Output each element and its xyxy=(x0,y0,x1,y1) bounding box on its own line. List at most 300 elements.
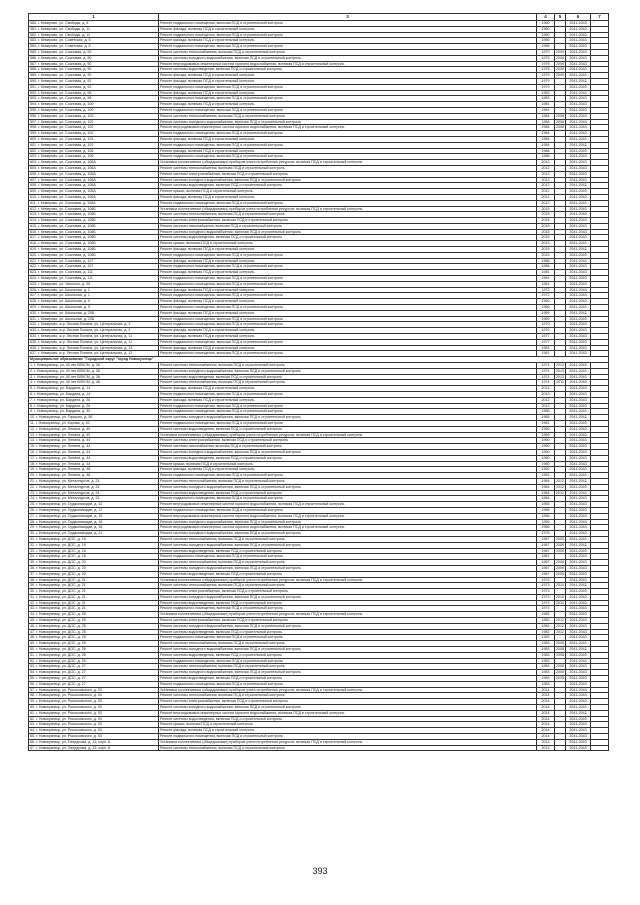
planned-period: 2041-2043 xyxy=(566,293,591,299)
row-number: 54 xyxy=(30,670,34,675)
address: г. Новокузнецк, ул. ДОС, д. 26 xyxy=(36,641,86,646)
address-cell: 622. г. Кемерово, ул. Сосновая, д. 107 xyxy=(29,264,159,270)
address-cell: 583. г. Кемерово, ул. Советская, д. 5 xyxy=(29,38,159,44)
year-built: 2015 xyxy=(537,212,555,218)
address: г. Кемерово, ул. Сосновая, д. 90 xyxy=(38,55,92,60)
address-cell: 612. г. Кемерово, ул. Сосновая, д. 106Б xyxy=(29,206,159,212)
address-cell: 621. г. Кемерово, ул. Сосновая, д. 107 xyxy=(29,258,159,264)
work-type: Ремонт системы теплоснабжения, включая ПСД и строительный контроль xyxy=(159,165,537,171)
planned-period: 2041-2043 xyxy=(566,461,591,467)
address: г. Кемерово, ул. Советская, д. 5 xyxy=(38,44,91,49)
row-number: 593 xyxy=(30,96,36,101)
planned-period: 2041-2043 xyxy=(566,664,591,670)
planned-period: 2041-2043 xyxy=(566,49,591,55)
planned-period: 2041-2043 xyxy=(566,502,591,508)
address-cell: 632. г. Кемерово, ж.р. Лесная Поляна, ул. Центральная, д. 3 xyxy=(29,322,159,328)
planned-period: 2041-2043 xyxy=(566,525,591,531)
year-built: 1979 xyxy=(537,73,555,79)
address-cell: 606. г. Кемерово, ул. Сосновая, д. 106А xyxy=(29,171,159,177)
address-cell: 605. г. Кемерово, ул. Сосновая, д. 106А xyxy=(29,165,159,171)
work-type: Ремонт подвального помещения, включая ПСД и строительный контроль xyxy=(159,392,537,398)
work-type: Ремонт системы теплоснабжения, включая ПСД и строительный контроль xyxy=(159,583,537,589)
row-number: 588 xyxy=(30,67,36,72)
year-built: 1960 xyxy=(537,455,555,461)
address: г. Новокузнецк, ул. Рокоссовского, д. 53 xyxy=(36,705,102,710)
work-type: Ремонт системы холодного водоснабжения, включая ПСД и строительный контроль xyxy=(159,119,537,125)
year-built: 1983 xyxy=(537,90,555,96)
last-repair-year: 2005 xyxy=(556,652,564,657)
year-built: 1967 xyxy=(537,571,555,577)
row-number: 606 xyxy=(30,171,36,176)
work-type: Ремонт фасада, включая ПСД и строительный контроль xyxy=(159,148,537,154)
year-built: 1969 xyxy=(537,305,555,311)
row-number: 55 xyxy=(30,676,34,681)
row-number: 8 xyxy=(30,403,32,408)
address: г. Кемерово, ж.р. Лесная Поляна, ул. Центральная, д. 13 xyxy=(38,345,133,350)
year-built: 1969 xyxy=(537,316,555,322)
planned-period: 2041-2043 xyxy=(566,316,591,322)
work-type: Ремонт системы водоотведения, включая ПСД и строительный контроль xyxy=(159,67,537,73)
address: г. Новокузнецк, ул. Ленина, д. 44 xyxy=(36,461,91,466)
year-built: 1981 xyxy=(537,276,555,282)
work-type: Ремонт подвального помещения, включая ПСД и строительный контроль xyxy=(159,142,537,148)
planned-period: 2041-2043 xyxy=(566,102,591,108)
row-number: 7 xyxy=(30,397,32,402)
address-cell: 635. г. Кемерово, ж.р. Лесная Поляна, ул. Центральная, д. 11 xyxy=(29,339,159,345)
year-built: 1972 xyxy=(537,293,555,299)
year-built: 2013 xyxy=(537,386,555,392)
address-cell: 624. г. Кемерово, ул. Сосновая, д. 111 xyxy=(29,276,159,282)
row-number: 14 xyxy=(30,438,34,443)
year-built: 1964 xyxy=(537,496,555,502)
work-type: Ремонт фасада, включая ПСД и строительный контроль xyxy=(159,194,537,200)
work-type: Ремонт фасада, включая ПСД и строительный контроль xyxy=(159,26,537,32)
planned-period: 2041-2043 xyxy=(566,438,591,444)
planned-period: 2041-2043 xyxy=(566,606,591,612)
work-type: Ремонт системы холодного водоснабжения, включая ПСД и строительный контроль xyxy=(159,705,537,711)
address-cell: 40. г. Новокузнецк, ул. ДОС, д. 21 xyxy=(29,589,159,595)
planned-period: 2041-2043 xyxy=(566,61,591,67)
year-built: 1967 xyxy=(537,565,555,571)
address-cell: 51. г. Новокузнецк, ул. ДОС, д. 26 xyxy=(29,652,159,658)
address: г. Новокузнецк, ул. ДОС, д. 27 xyxy=(36,670,86,675)
address: г. Кемерово, ул. Сосновая, д. 106А xyxy=(37,200,96,205)
row-number: 46 xyxy=(30,623,34,628)
address: г. Новокузнецк, ул. ДОС, д. 20 xyxy=(36,571,86,576)
address-cell: 5. г. Новокузнецк, ул. Бардина, д. 14 xyxy=(29,386,159,392)
planned-period: 2041-2043 xyxy=(566,647,591,653)
year-built: 1960 xyxy=(537,32,555,38)
address-cell: 63. г. Новокузнецк, ул. Рокоссовского, д. 53 xyxy=(29,722,159,728)
address: г. Кемерово, ул. Сосновая, д. 111 xyxy=(38,270,93,275)
address: г. Кемерово, ул. Сосновая, д. 106 xyxy=(38,154,94,159)
address: г. Новокузнецк, ул. Ленина, д. 48 xyxy=(36,473,91,478)
row-number: 599 xyxy=(30,131,36,136)
planned-period: 2041-2043 xyxy=(566,658,591,664)
address: г. Кемерово, ул. Сосновая, д. 106А xyxy=(38,189,96,194)
year-built: 1986 xyxy=(537,258,555,264)
year-built: 1973 xyxy=(537,606,555,612)
last-repair-year: 2009 xyxy=(556,565,564,570)
work-type: Ремонт системы водоотведения, включая ПСД и строительный контроль xyxy=(159,490,537,496)
year-built: 1976 xyxy=(537,531,555,537)
address: г. Новокузнецк, ул. Рокоссовского, д. 53 xyxy=(36,699,102,704)
address-cell: 2. г. Новокузнецк, ул. 40 лет ВЛКСМ, д. 36 xyxy=(29,368,159,374)
row-number: 601 xyxy=(30,142,36,147)
row-number: 631 xyxy=(30,316,36,321)
last-repair-year: 2005 xyxy=(556,647,564,652)
table-row xyxy=(29,745,609,751)
address: г. Кемерово, ул. Сосновая, д. 106А xyxy=(38,160,96,165)
work-type: Ремонт системы электроснабжения, включая ПСД и строительный контроль xyxy=(159,218,537,224)
last-repair-year: 2012 xyxy=(556,490,564,495)
work-type: Ремонт системы водоотведения, включая ПСД и строительный контроль xyxy=(159,183,537,189)
planned-period: 2041-2043 xyxy=(566,484,591,490)
work-type: Ремонт фасада, включая ПСД и строительный контроль xyxy=(159,299,537,305)
row-number: 40 xyxy=(30,589,34,594)
planned-period: 2041-2043 xyxy=(566,652,591,658)
work-type: Установка коллективных (общедомовых) приборов учета потребления ресурсов, включая ПСД и строительный контроль xyxy=(159,432,537,438)
address: г. Новокузнецк, ул. ДОС, д. 21 xyxy=(36,589,86,594)
work-type: Ремонт подвального помещения, включая ПСД и строительный контроль xyxy=(159,264,537,270)
work-type: Ремонт системы теплоснабжения, включая ПСД и строительный контроль xyxy=(159,212,537,218)
address-cell: 629. г. Кемерово, ул. Школьная, д. 5 xyxy=(29,305,159,311)
address-cell: 599. г. Кемерово, ул. Сосновая, д. 102 xyxy=(29,131,159,137)
last-repair-year: 2009 xyxy=(556,536,564,541)
address-cell: 45. г. Новокузнецк, ул. ДОС, д. 25 xyxy=(29,618,159,624)
address-cell: 18. г. Новокузнецк, ул. Ленина, д. 44 xyxy=(29,461,159,467)
work-type: Ремонт подвального помещения, включая ПСД и строительный контроль xyxy=(159,316,537,322)
planned-period: 2041-2043 xyxy=(566,392,591,398)
work-type: Ремонт системы теплоснабжения, включая ПСД и строительный контроль xyxy=(159,536,537,542)
year-built: 1983 xyxy=(537,676,555,682)
row-number: 20 xyxy=(30,473,34,478)
work-type: Ремонт внутридомовых инженерных систем горячего водоснабжения, включая ПСД и строительный контроль xyxy=(159,513,537,519)
address: г. Новокузнецк, ул. Ленина, д. 48 xyxy=(36,467,91,472)
last-repair-year: 2009 xyxy=(556,542,564,547)
year-built: 1982 xyxy=(537,623,555,629)
address: г. Новокузнецк, ул. ДОС, д. 25 xyxy=(36,629,86,634)
address-cell: 592. г. Кемерово, ул. Сосновая, д. 98 xyxy=(29,90,159,96)
year-built: 2015 xyxy=(537,252,555,258)
row-number: 637 xyxy=(30,351,36,356)
work-type: Ремонт подвального помещения, включая ПСД и строительный контроль xyxy=(159,606,537,612)
address: г. Новокузнецк, ул. Рокоссовского, д. 53 xyxy=(36,728,102,733)
year-built: 2015 xyxy=(537,206,555,212)
row-number: 613 xyxy=(30,212,36,217)
address-cell: 20. г. Новокузнецк, ул. Ленина, д. 48 xyxy=(29,473,159,479)
note-cell xyxy=(591,745,609,751)
row-number: 64 xyxy=(30,728,34,733)
work-type: Ремонт подвального помещения, включая ПСД и строительный контроль xyxy=(159,681,537,687)
row-number: 628 xyxy=(30,299,36,304)
year-built: 1981 xyxy=(537,107,555,113)
last-repair-year: 2009 xyxy=(556,61,564,66)
last-repair-year: 2012 xyxy=(556,478,564,483)
last-repair-year: 2009 xyxy=(556,560,564,565)
planned-period: 2041-2043 xyxy=(566,218,591,224)
work-type: Ремонт системы водоотведения, включая ПСД и строительный контроль xyxy=(159,548,537,554)
address: г. Кемерово, ул. Сосновая, д. 100 xyxy=(38,107,94,112)
planned-period: 2041-2043 xyxy=(566,473,591,479)
work-type: Ремонт внутридомовых инженерных систем горячего водоснабжения, включая ПСД и строительный контроль xyxy=(159,502,537,508)
address: г. Новокузнецк, ул. ДОС, д. 25 xyxy=(36,612,86,617)
address-cell: 628. г. Кемерово, ул. Школьная, д. 5 xyxy=(29,299,159,305)
address-cell: 596. г. Кемерово, ул. Сосновая, д. 102 xyxy=(29,113,159,119)
address: г. Кемерово, ул. Сосновая, д. 106Б xyxy=(38,218,96,223)
planned-period: 2041-2043 xyxy=(566,339,591,345)
planned-period: 2041-2043 xyxy=(566,397,591,403)
planned-period: 2041-2043 xyxy=(566,432,591,438)
row-number: 66 xyxy=(30,739,34,744)
work-type: Ремонт фасада, включая ПСД и строительный контроль xyxy=(159,397,537,403)
row-number: 605 xyxy=(30,165,36,170)
work-type: Ремонт фасада, включая ПСД и строительный контроль xyxy=(159,258,537,264)
work-type: Ремонт системы теплоснабжения, включая ПСД и строительный контроль xyxy=(159,560,537,566)
row-number: 603 xyxy=(30,154,36,159)
work-type: Ремонт фасада, включая ПСД и строительный контроль xyxy=(159,73,537,79)
program-table xyxy=(28,13,609,751)
last-repair-year: 2010 xyxy=(556,600,564,605)
address-cell: 23. г. Новокузнецк, ул. Металлургов, д. 24 xyxy=(29,490,159,496)
row-number: 589 xyxy=(30,73,36,78)
address-cell: 47. г. Новокузнецк, ул. ДОС, д. 25 xyxy=(29,629,159,635)
row-number: 587 xyxy=(30,61,36,66)
work-type: Ремонт подвального помещения, включая ПСД и строительный контроль xyxy=(159,200,537,206)
work-type: Ремонт системы электроснабжения, включая ПСД и строительный контроль xyxy=(159,171,537,177)
planned-period: 2041-2043 xyxy=(566,125,591,131)
address: г. Новокузнецк, ул. Горького, д. 56 xyxy=(36,415,93,420)
row-number: 27 xyxy=(30,513,34,518)
year-built: 2015 xyxy=(537,223,555,229)
planned-period: 2041-2043 xyxy=(566,305,591,311)
address-cell: 25. г. Новокузнецк, ул. Орджоникидзе, д. 12 xyxy=(29,502,159,508)
address: г. Кемерово, ж.р. Лесная Поляна, ул. Центральная, д. 11 xyxy=(38,334,133,339)
planned-period: 2041-2043 xyxy=(566,73,591,79)
planned-period: 2041-2043 xyxy=(566,583,591,589)
address: г. Кемерово, ул. Сосновая, д. 106Б xyxy=(38,235,96,240)
address-cell: 627. г. Кемерово, ул. Школьная, д. 1 xyxy=(29,293,159,299)
year-built: 1961 xyxy=(537,281,555,287)
year-built: 2012 xyxy=(537,171,555,177)
row-number: 58 xyxy=(30,693,34,698)
work-type: Ремонт внутридомовых инженерных систем горячего водоснабжения, включая ПСД и строительный контроль xyxy=(159,710,537,716)
address: г. Кемерово, ул. Сосновая, д. 103 xyxy=(38,136,94,141)
last-repair-year: 2013 xyxy=(556,368,564,373)
address-cell: 604. г. Кемерово, ул. Сосновая, д. 106А xyxy=(29,160,159,166)
row-number: 608 xyxy=(30,183,36,188)
address: г. Кемерово, ул. Сосновая, д. 98 xyxy=(38,96,92,101)
address: г. Новокузнецк, ул. Бардина, д. 30 xyxy=(34,409,91,414)
year-built: 1961 xyxy=(537,420,555,426)
work-type: Ремонт системы водоотведения, включая ПСД и строительный контроль xyxy=(159,716,537,722)
address: г. Новокузнецк, ул. Ленина, д. 40 xyxy=(36,426,91,431)
planned-period: 2041-2043 xyxy=(566,409,591,415)
row-number: 65 xyxy=(30,734,34,739)
work-type: Установка коллективных (общедомовых) приборов учета потребления ресурсов, включая ПСД и строительный контроль xyxy=(159,206,537,212)
row-number: 3 xyxy=(30,374,32,379)
year-built: 1973 xyxy=(537,589,555,595)
address-cell: 614. г. Кемерово, ул. Сосновая, д. 106Б xyxy=(29,218,159,224)
address: г. Кемерово, ул. Сосновая, д. 98 xyxy=(38,90,92,95)
year-built: 1965 xyxy=(537,415,555,421)
work-type: Ремонт системы водоотведения, включая ПСД и строительный контроль xyxy=(159,455,537,461)
planned-period: 2041-2043 xyxy=(566,444,591,450)
year-built: 1960 xyxy=(537,449,555,455)
row-number: 586 xyxy=(30,55,36,60)
address: г. Новокузнецк, ул. Ленина, д. 44 xyxy=(36,449,91,454)
year-built: 1960 xyxy=(537,444,555,450)
planned-period: 2041-2043 xyxy=(566,542,591,548)
address-cell: 61. г. Новокузнецк, ул. Рокоссовского, д. 53 xyxy=(29,710,159,716)
work-type: Ремонт подвального помещения, включая ПСД и строительный контроль xyxy=(159,339,537,345)
last-repair-year: 2012 xyxy=(556,618,564,623)
address-cell: 17. г. Новокузнецк, ул. Ленина, д. 44 xyxy=(29,455,159,461)
work-type: Ремонт системы холодного водоснабжения, включая ПСД и строительный контроль xyxy=(159,531,537,537)
planned-period: 2041-2043 xyxy=(566,722,591,728)
work-type: Ремонт системы холодного водоснабжения, включая ПСД и строительный контроль xyxy=(159,368,537,374)
year-built: 2014 xyxy=(537,687,555,693)
work-type: Установка коллективных (общедомовых) приборов учета потребления ресурсов, включая ПСД и строительный контроль xyxy=(159,577,537,583)
planned-period: 2041-2043 xyxy=(566,496,591,502)
year-built: 1984 xyxy=(537,125,555,131)
last-repair-year: 2009 xyxy=(556,67,564,72)
planned-period: 2041-2043 xyxy=(566,142,591,148)
address-cell: 41. г. Новокузнецк, ул. ДОС, д. 21 xyxy=(29,594,159,600)
planned-period: 2041-2043 xyxy=(566,281,591,287)
address: г. Новокузнецк, ул. Орджоникидзе, д. 16 xyxy=(36,519,103,524)
row-number: 594 xyxy=(30,102,36,107)
year-built: 1982 xyxy=(537,635,555,641)
address-cell: 589. г. Кемерово, ул. Сосновая, д. 90 xyxy=(29,73,159,79)
address-cell: 636. г. Кемерово, ж.р. Лесная Поляна, ул. Центральная, д. 13 xyxy=(29,345,159,351)
planned-period: 2041-2043 xyxy=(566,44,591,50)
row-number: 67 xyxy=(30,745,34,750)
address: г. Новокузнецк, ул. ДОС, д. 16 xyxy=(36,536,86,541)
work-type: Ремонт системы теплоснабжения, включая ПСД и строительный контроль xyxy=(159,641,537,647)
row-number: 620 xyxy=(30,252,36,257)
address-cell: 11. г. Новокузнецк, ул. Кирова, д. 62 xyxy=(29,420,159,426)
year-built: 1974 xyxy=(537,368,555,374)
address-cell: 34. г. Новокузнецк, ул. ДОС, д. 16 xyxy=(29,554,159,560)
work-type: Установка коллективных (общедомовых) приборов учета потребления ресурсов, включая ПСД и строительный контроль xyxy=(159,612,537,618)
work-type: Ремонт фасада, включая ПСД и строительный контроль xyxy=(159,310,537,316)
address-cell: 585. г. Кемерово, ул. Сосновая, д. 90 xyxy=(29,49,159,55)
planned-period: 2041-2043 xyxy=(566,635,591,641)
address-cell: 31. г. Новокузнецк, ул. ДОС, д. 16 xyxy=(29,536,159,542)
year-built: 1983 xyxy=(537,641,555,647)
address-cell: 28. г. Новокузнецк, ул. Орджоникидзе, д. 16 xyxy=(29,519,159,525)
address: г. Кемерово, ул. Свободы, д. 11 xyxy=(38,32,91,37)
row-number: 16 xyxy=(30,449,34,454)
year-built: 1964 xyxy=(537,478,555,484)
address: г. Новокузнецк, ул. 40 лет ВЛКСМ, д. 36 xyxy=(34,368,100,373)
year-built: 1960 xyxy=(537,438,555,444)
planned-period: 2041-2043 xyxy=(566,107,591,113)
work-type: Ремонт фасада, включая ПСД и строительный контроль xyxy=(159,467,537,473)
planned-period: 2041-2043 xyxy=(566,276,591,282)
address: г. Новокузнецк, ул. ДОС, д. 21 xyxy=(36,577,86,582)
address-cell: 27. г. Новокузнецк, ул. Орджоникидзе, д. 16 xyxy=(29,513,159,519)
row-number: 596 xyxy=(30,113,36,118)
work-type: Ремонт фасада, включая ПСД и строительный контроль xyxy=(159,386,537,392)
address: г. Кемерово, ул. Сосновая, д. 106А xyxy=(38,171,96,176)
row-number: 630 xyxy=(30,310,36,315)
address-cell: 54. г. Новокузнецк, ул. ДОС, д. 27 xyxy=(29,670,159,676)
year-built: 1979 xyxy=(537,67,555,73)
year-built: 1977 xyxy=(537,334,555,340)
address: г. Новокузнецк, ул. Ленина, д. 40 xyxy=(36,432,91,437)
year-built: 1979 xyxy=(537,55,555,61)
work-type: Ремонт системы холодного водоснабжения, включая ПСД и строительный контроль xyxy=(159,670,537,676)
row-number: 600 xyxy=(30,136,36,141)
last-repair-year: 2009 xyxy=(556,49,564,54)
address: г. Новокузнецк, ул. ДОС, д. 27 xyxy=(36,664,86,669)
address-cell: 588. г. Кемерово, ул. Сосновая, д. 90 xyxy=(29,67,159,73)
address-cell: 634. г. Кемерово, ж.р. Лесная Поляна, ул. Центральная, д. 11 xyxy=(29,334,159,340)
year-built: 1983 xyxy=(537,96,555,102)
planned-period: 2041-2043 xyxy=(566,363,591,369)
last-repair-year: 2009 xyxy=(556,548,564,553)
address: г. Кемерово, ул. Сосновая, д. 92 xyxy=(38,78,92,83)
planned-period: 2041-2043 xyxy=(566,21,591,27)
address-cell: 19. г. Новокузнецк, ул. Ленина, д. 48 xyxy=(29,467,159,473)
last-repair-year: 2012 xyxy=(556,623,564,628)
planned-period: 2041-2043 xyxy=(566,513,591,519)
address: г. Кемерово, ул. Сосновая, д. 106Б xyxy=(38,206,96,211)
year-built: 1983 xyxy=(537,681,555,687)
row-number: 25 xyxy=(30,502,34,507)
address: г. Кемерово, ул. Сосновая, д. 106А xyxy=(38,194,96,199)
last-repair-year: 2010 xyxy=(556,594,564,599)
address: г. Новокузнецк, ул. 40 лет ВЛКСМ, д. 46 xyxy=(34,380,100,385)
last-repair-year: 2005 xyxy=(556,670,564,675)
address: г. Новокузнецк, ул. ДОС, д. 16 xyxy=(36,548,86,553)
address-cell: 594. г. Кемерово, ул. Сосновая, д. 100 xyxy=(29,102,159,108)
planned-period: 2041-2043 xyxy=(566,287,591,293)
address-cell: 630. г. Кемерово, ул. Школьная, д. 20Б xyxy=(29,310,159,316)
row-number: 634 xyxy=(30,334,36,339)
row-number: 632 xyxy=(30,322,36,327)
year-built: 2014 xyxy=(537,699,555,705)
planned-period: 2041-2043 xyxy=(566,235,591,241)
planned-period: 2041-2043 xyxy=(566,565,591,571)
year-built: 1973 xyxy=(537,583,555,589)
year-built: 2015 xyxy=(537,241,555,247)
row-number: 31 xyxy=(30,536,34,541)
row-number: 28 xyxy=(30,519,34,524)
work-type: Ремонт подвального помещения, включая ПСД и строительный контроль xyxy=(159,281,537,287)
year-built: 1984 xyxy=(537,113,555,119)
row-number: 24 xyxy=(30,496,34,501)
row-number: 615 xyxy=(30,223,36,228)
address: г. Кемерово, ул. Сосновая, д. 106Б xyxy=(38,212,96,217)
address-cell: 49. г. Новокузнецк, ул. ДОС, д. 26 xyxy=(29,641,159,647)
address: г. Кемерово, ул. Сосновая, д. 92 xyxy=(38,84,92,89)
planned-period: 2041-2043 xyxy=(566,119,591,125)
year-built: 2013 xyxy=(537,739,555,745)
last-repair-year: 2005 xyxy=(556,676,564,681)
address-cell: 586. г. Кемерово, ул. Сосновая, д. 90 xyxy=(29,55,159,61)
planned-period: 2041-2043 xyxy=(566,38,591,44)
address-cell: 43. г. Новокузнецк, ул. ДОС, д. 21 xyxy=(29,606,159,612)
address: г. Кемерово, ул. Сосновая, д. 102 xyxy=(38,125,94,130)
year-built: 1983 xyxy=(537,664,555,670)
work-type: Ремонт фасада, включая ПСД и строительный контроль xyxy=(159,102,537,108)
address-cell: 582. г. Кемерово, ул. Свободы, д. 11 xyxy=(29,32,159,38)
work-type: Ремонт подвального помещения, включая ПСД и строительный контроль xyxy=(159,351,537,357)
row-number: 621 xyxy=(30,258,36,263)
